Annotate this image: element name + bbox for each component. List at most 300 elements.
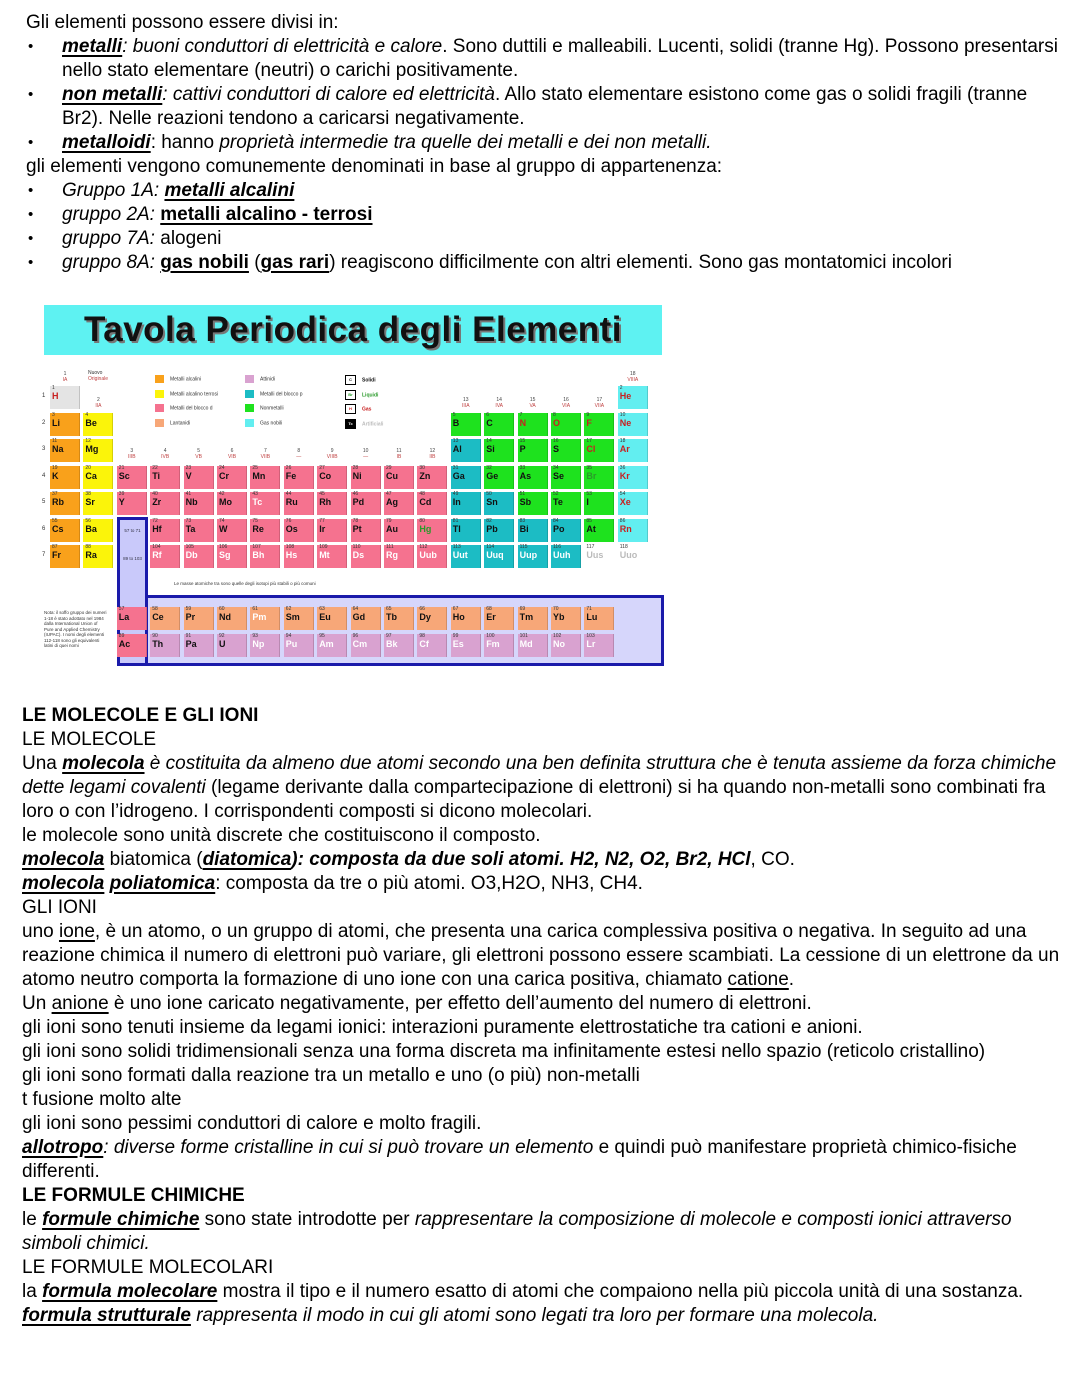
- emphasized-term: formule chimiche: [42, 1209, 200, 1230]
- legend-state-l: [345, 390, 378, 400]
- element-cell-fe: [284, 466, 314, 489]
- atomic-number: 114: [486, 544, 495, 550]
- group-number: 2: [97, 397, 100, 403]
- intro-section: [26, 11, 1066, 275]
- text-run: ione: [58, 921, 95, 942]
- text-run: , è un atomo, o un gruppo di atomi, che presenta una carica complessiva positiva o negativa. In seguito ad una reazione chimica il numero di elettroni può variare, gli elettroni possono essere scambiati. La cessione di un elettrone da un atomo neutro comporta la formazione di uno ione con una carica positiva, chiamato: [22, 921, 1060, 990]
- element-symbol: Po: [553, 523, 565, 534]
- atomic-number: 39: [118, 491, 125, 497]
- actinide-ref: 89 to 103: [123, 556, 142, 561]
- element-cell-si: [484, 439, 514, 462]
- legend-label: Metalli alcalini: [170, 376, 202, 383]
- emphasized-term: metalli: [62, 36, 123, 57]
- atomic-number: 50: [486, 491, 492, 497]
- element-cell-uub: [417, 545, 447, 568]
- group-label: [618, 371, 648, 383]
- element-symbol: No: [553, 639, 565, 649]
- atomic-number: 21: [118, 464, 125, 471]
- element-symbol: W: [219, 523, 228, 534]
- element-symbol: Fm: [486, 639, 500, 649]
- bullet-item: [26, 131, 1066, 155]
- element-symbol: Uub: [419, 550, 437, 560]
- element-cell-re: [250, 519, 280, 542]
- element-cell-c: [484, 413, 514, 436]
- element-cell-md: [518, 634, 548, 657]
- element-symbol: Nd: [219, 612, 231, 622]
- atomic-number: 40: [152, 491, 158, 497]
- text-run: le molecole sono unità discrete che costituiscono il composto.: [22, 825, 541, 846]
- legend-state-box: C: [345, 375, 356, 385]
- bullet-item: [26, 227, 1066, 251]
- text-run: (legame derivante dalla compartecipazione di elettroni) si ha quando non-metalli sono combinati fra loro o con l’idrogeno. I corrispondenti composti si dicono molecolari.: [22, 777, 1046, 822]
- element-symbol: Uuo: [619, 550, 638, 560]
- element-symbol: Pd: [352, 497, 365, 507]
- emphasized-term: molecola: [22, 849, 105, 870]
- element-cell-rf: [150, 545, 180, 568]
- atomic-number: 98: [419, 633, 425, 639]
- element-symbol: Cu: [386, 470, 398, 481]
- atomic-number: 19: [52, 464, 58, 471]
- group-roman: VIIIB: [326, 454, 338, 460]
- group-label: [184, 448, 214, 460]
- atomic-number: 75: [252, 517, 258, 524]
- atomic-number: 64: [352, 606, 359, 612]
- element-cell-pm: [250, 607, 280, 630]
- text-run: gruppo 8A:: [62, 252, 161, 273]
- element-symbol: Rh: [319, 497, 332, 507]
- atomic-number: 111: [386, 544, 394, 550]
- text-run: : diverse forme cristalline in cui si può trovare un elemento: [103, 1137, 594, 1158]
- element-cell-bh: [250, 545, 280, 568]
- element-symbol: Nb: [185, 497, 198, 507]
- paragraph: [22, 920, 1068, 992]
- text-run: , CO.: [750, 849, 795, 870]
- element-cell-ge: [484, 466, 514, 489]
- atomic-number: 11: [52, 438, 58, 444]
- text-run: catione: [727, 969, 789, 990]
- element-symbol: Os: [285, 523, 298, 534]
- text-run: Un: [22, 993, 52, 1014]
- atomic-number: 62: [285, 606, 292, 612]
- text-run: mostra il tipo e il numero esatto di atomi che compaiono nella più piccola unità di una sostanza.: [217, 1281, 1024, 1302]
- text-run: è uno ione caricato negativamente, per effetto dell’aumento del numero di elettroni.: [108, 993, 812, 1014]
- element-cell-ni: [351, 466, 381, 489]
- legend-state-label: Gas: [362, 406, 372, 413]
- legend-item-lan: [155, 419, 190, 428]
- legend-label: Metalli del blocco p: [260, 390, 303, 397]
- paragraph: [22, 1136, 1068, 1184]
- element-symbol: Pt: [352, 523, 362, 534]
- group-roman: —: [296, 454, 302, 460]
- text-run: gli ioni sono solidi tridimensionali senza una forma discreta ma infinitamente estesi nello spazio (reticolo cristallino): [22, 1041, 986, 1062]
- text-run: le: [22, 1209, 43, 1230]
- text-run: : composta da tre o più atomi. O3,H2O, NH3, CH4.: [215, 873, 643, 894]
- legend-swatch: [245, 375, 254, 383]
- element-cell-sg: [217, 545, 247, 568]
- element-symbol: Ta: [185, 523, 196, 534]
- element-cell-pd: [351, 492, 381, 515]
- atomic-number: 73: [185, 517, 192, 524]
- atomic-number: 77: [319, 517, 325, 524]
- element-cell-li: [50, 413, 80, 436]
- element-symbol: Li: [52, 417, 60, 428]
- element-cell-be: [83, 413, 113, 436]
- element-cell-pr: [184, 607, 214, 630]
- element-symbol: Sc: [118, 470, 130, 481]
- group-number: 13: [463, 397, 469, 403]
- atomic-number: 35: [586, 464, 592, 471]
- atomic-number: 101: [519, 633, 528, 639]
- element-cell-v: [184, 466, 214, 489]
- group-number: 7: [264, 448, 267, 454]
- element-cell-ti: [150, 466, 180, 489]
- element-cell-uuo: [618, 545, 648, 568]
- element-cell-db: [184, 545, 214, 568]
- atomic-number: 1: [52, 385, 55, 391]
- atomic-number: 44: [285, 491, 292, 497]
- element-cell-gd: [351, 607, 381, 630]
- atomic-number: 113: [452, 544, 461, 550]
- group-roman: IIB: [429, 454, 436, 460]
- element-symbol: Kr: [619, 470, 630, 481]
- element-cell-lu: [584, 607, 614, 630]
- element-symbol: Ge: [486, 470, 499, 481]
- header-new: Nuovo: [88, 370, 103, 376]
- atomic-number: 93: [252, 633, 258, 639]
- group-roman: IIIB: [128, 454, 136, 460]
- atomic-number: 118: [619, 544, 628, 550]
- atomic-number: 34: [553, 464, 559, 471]
- atomic-number: 20: [85, 464, 91, 471]
- element-cell-ce: [150, 607, 180, 630]
- element-cell-ag: [384, 492, 414, 515]
- element-symbol: Uup: [519, 550, 538, 560]
- emphasized-term: non metalli: [62, 84, 163, 105]
- legend-swatch: [155, 419, 164, 427]
- element-cell-ga: [451, 466, 481, 489]
- atomic-number: 42: [219, 491, 225, 497]
- group-number: 3: [130, 448, 134, 454]
- legend-item-nm: [245, 404, 284, 413]
- group-number: 17: [596, 397, 603, 403]
- element-cell-cs: [50, 519, 80, 542]
- element-cell-uup: [518, 545, 548, 568]
- bullet-item: [26, 35, 1066, 83]
- legend-label: Metalli del blocco d: [170, 405, 213, 412]
- atomic-number: 52: [553, 491, 559, 497]
- legend-state-box: Tc: [345, 419, 356, 429]
- element-cell-y: [117, 492, 147, 515]
- element-cell-al: [451, 439, 481, 462]
- element-cell-bk: [384, 634, 414, 657]
- element-symbol: Zr: [152, 497, 162, 507]
- group-number: 5: [197, 448, 200, 454]
- element-symbol: Br: [586, 470, 597, 481]
- element-cell-sc: [117, 466, 147, 489]
- text-run: t fusione molto alte: [22, 1089, 182, 1110]
- element-symbol: Ds: [352, 550, 365, 560]
- atomic-number: 103: [586, 633, 595, 639]
- atomic-number: 116: [553, 544, 561, 550]
- atomic-number: 14: [486, 438, 492, 444]
- atomic-number: 16: [553, 438, 559, 444]
- element-cell-ru: [284, 492, 314, 515]
- element-cell-s: [551, 439, 581, 462]
- text-run: la: [22, 1281, 43, 1302]
- element-cell-th: [150, 634, 180, 657]
- legend-state-label: Artificiali: [362, 420, 384, 427]
- atomic-number: 80: [419, 517, 425, 524]
- period-number: 2: [42, 419, 46, 426]
- element-symbol: Sr: [85, 497, 95, 507]
- lanthanide-ref: 57 to 71: [124, 528, 141, 533]
- element-symbol: In: [452, 497, 461, 507]
- atomic-number: 61: [252, 606, 258, 612]
- text-run: gli elementi vengono comunemente denominati in base al gruppo di appartenenza:: [26, 156, 723, 177]
- element-symbol: Fe: [285, 470, 297, 481]
- element-cell-rh: [317, 492, 347, 515]
- element-cell-eu: [317, 607, 347, 630]
- atomic-number: 6: [486, 411, 489, 418]
- element-symbol: At: [586, 523, 596, 534]
- legend-swatch: [245, 419, 254, 427]
- element-symbol: Cs: [52, 523, 64, 534]
- element-cell-uut: [451, 545, 481, 568]
- emphasized-term: LE MOLECOLE E GLI IONI: [22, 705, 259, 726]
- legend-label: Metalli alcalino terrosi: [170, 390, 219, 397]
- atomic-number: 96: [352, 633, 359, 639]
- group-roman: VIIA: [594, 403, 605, 409]
- paragraph: [22, 992, 1068, 1016]
- period-number: 6: [42, 525, 46, 532]
- element-symbol: Cl: [586, 444, 596, 454]
- text-run: GLI IONI: [22, 897, 97, 918]
- atomic-number: 46: [352, 491, 359, 497]
- period-number: 7: [42, 552, 46, 558]
- element-cell-ba: [83, 519, 113, 542]
- group-roman: IVA: [495, 403, 504, 409]
- legend-swatch: [155, 390, 164, 398]
- atomic-number: 53: [586, 491, 592, 497]
- group-roman: VIIB: [260, 454, 271, 460]
- atomic-number: 28: [352, 464, 359, 471]
- element-cell-in: [451, 492, 481, 515]
- text-run: .: [788, 969, 795, 990]
- atomic-number: 89: [118, 633, 125, 639]
- element-symbol: Re: [252, 523, 264, 534]
- text-run: è costituita da almeno due atomi secondo una ben definita struttura che è tenuta assieme da forza chimiche dette legami covalenti: [22, 753, 1057, 798]
- text-run: uno: [22, 921, 59, 942]
- atomic-number: 95: [319, 633, 325, 639]
- paragraph: [22, 1256, 1068, 1280]
- element-cell-ra: [83, 545, 113, 568]
- element-symbol: K: [52, 470, 59, 481]
- group-number: 14: [496, 397, 502, 403]
- periodic-table-figure: [44, 305, 666, 667]
- element-cell-am: [317, 634, 347, 657]
- element-symbol: Bk: [386, 639, 398, 649]
- emphasized-term: metalloidi: [62, 132, 151, 153]
- element-symbol: Lu: [586, 612, 598, 622]
- element-cell-ac: [117, 634, 147, 657]
- text-run: gruppo 2A:: [62, 204, 161, 225]
- text-run: alogeni: [160, 228, 222, 249]
- periodic-table-title: Tavola Periodica degli Elementi: [44, 305, 662, 355]
- element-symbol: Tb: [386, 612, 397, 622]
- element-cell-p: [518, 439, 548, 462]
- text-run: gli ioni sono pessimi conduttori di calore e molto fragili.: [22, 1113, 482, 1134]
- element-symbol: Yb: [553, 612, 565, 622]
- element-cell-sm: [284, 607, 314, 630]
- element-cell-hg: [417, 519, 447, 542]
- paragraph: [22, 1280, 1068, 1304]
- atomic-number: 92: [219, 633, 225, 639]
- emphasized-term: metalli alcalini: [164, 180, 295, 201]
- emphasized-term: metalli alcalino - terrosi: [160, 204, 373, 225]
- element-cell-na: [50, 439, 80, 462]
- paragraph: [22, 1064, 1068, 1088]
- emphasized-term: formula strutturale: [22, 1305, 191, 1326]
- element-symbol: F: [586, 417, 592, 428]
- element-symbol: Pu: [285, 639, 298, 649]
- atomic-number: 57: [118, 606, 125, 612]
- emphasized-term: molecola: [22, 873, 105, 894]
- element-symbol: Dy: [419, 612, 431, 622]
- element-symbol: C: [486, 417, 493, 428]
- atomic-number: 8: [553, 411, 556, 418]
- paragraph: [22, 1184, 1068, 1208]
- atomic-number: 45: [319, 491, 325, 497]
- text-run: : hanno: [150, 132, 220, 153]
- element-symbol: As: [519, 470, 532, 481]
- atomic-number: 59: [185, 606, 192, 612]
- group-label: [250, 448, 280, 460]
- group-label: [217, 448, 247, 460]
- element-symbol: Hs: [285, 550, 298, 560]
- element-symbol: Am: [319, 639, 334, 649]
- group-roman: IIIA: [462, 403, 470, 409]
- atomic-number: 32: [486, 464, 492, 471]
- element-symbol: Ni: [352, 470, 362, 481]
- atomic-number: 38: [85, 491, 91, 497]
- atomic-number: 31: [452, 464, 459, 471]
- element-cell-he: [618, 386, 648, 409]
- group-number: 11: [396, 448, 402, 454]
- legend-swatch: [245, 404, 254, 412]
- element-symbol: Ho: [452, 612, 465, 622]
- atomic-number: 60: [219, 606, 225, 612]
- element-cell-as: [518, 466, 548, 489]
- atomic-number: 85: [586, 517, 592, 524]
- element-cell-fm: [484, 634, 514, 657]
- paragraph: [22, 848, 1068, 872]
- atomic-number: 26: [285, 464, 292, 471]
- element-symbol: Lr: [586, 639, 596, 649]
- group-roman: IB: [396, 454, 402, 460]
- element-cell-co: [317, 466, 347, 489]
- element-symbol: Ra: [85, 550, 97, 560]
- group-label: [50, 371, 80, 383]
- atomic-number: 107: [252, 544, 261, 550]
- text-run: rappresentare la composizione di molecole e composti ionici attraverso simboli chimici.: [22, 1209, 1012, 1254]
- atomic-number: 69: [519, 606, 526, 612]
- element-symbol: Mn: [252, 470, 266, 481]
- text-run: : buoni conduttori di elettricità e calore: [122, 36, 443, 57]
- element-cell-mg: [83, 439, 113, 462]
- element-cell-cu: [384, 466, 414, 489]
- atomic-number: 94: [285, 633, 292, 639]
- element-symbol: Mo: [219, 497, 232, 507]
- element-cell-tb: [384, 607, 414, 630]
- atomic-number: 72: [152, 517, 158, 524]
- text-run: gruppo 7A:: [62, 228, 161, 249]
- legend-item-ae: [155, 390, 218, 399]
- paragraph: [22, 752, 1068, 824]
- group-roman: VIIIA: [627, 377, 639, 383]
- atomic-number: 25: [252, 464, 258, 471]
- element-cell-rg: [384, 545, 414, 568]
- atomic-number: 99: [452, 633, 459, 639]
- iupac-footnote: Nota: il soffo gruppo dei numeri 1-18 è stato adottato nel 1984 dalla International Union of Pure and Applied Chemistry (IUPAC). I nomi degli elementi 112-118 sono gli equivalenti latini di quei nomi: [44, 610, 107, 648]
- atomic-number: 105: [185, 544, 194, 550]
- text-run: (: [248, 252, 261, 273]
- element-cell-no: [551, 634, 581, 657]
- group-label: [518, 397, 548, 409]
- element-symbol: Fr: [52, 550, 61, 560]
- emphasized-term: gas rari: [260, 252, 330, 273]
- atomic-number: 13: [452, 438, 459, 444]
- legend-item-d: [155, 404, 213, 413]
- group-roman: IIA: [95, 403, 102, 409]
- element-cell-yb: [551, 607, 581, 630]
- atomic-number: 71: [586, 606, 592, 612]
- element-symbol: Mt: [319, 550, 330, 560]
- element-symbol: Te: [553, 497, 563, 507]
- element-cell-np: [250, 634, 280, 657]
- element-symbol: Uus: [586, 550, 604, 560]
- element-cell-la: [117, 607, 147, 630]
- bullet-item: [26, 179, 1066, 203]
- element-symbol: N: [519, 417, 527, 428]
- element-cell-er: [484, 607, 514, 630]
- element-symbol: Bi: [519, 523, 529, 534]
- atomic-number: 56: [85, 517, 91, 524]
- paragraph: [22, 704, 1068, 728]
- group-label: [284, 448, 314, 460]
- group-number: 18: [630, 371, 636, 377]
- atomic-number: 22: [152, 464, 158, 471]
- element-symbol: Gd: [352, 612, 366, 622]
- atomic-number: 43: [252, 491, 258, 497]
- element-symbol: B: [452, 417, 460, 428]
- element-symbol: Cr: [219, 470, 230, 481]
- element-symbol: Tm: [519, 612, 534, 622]
- atomic-number: 9: [586, 411, 590, 418]
- group-roman: VIA: [561, 403, 571, 409]
- element-cell-es: [451, 634, 481, 657]
- element-cell-tc: [250, 492, 280, 515]
- period-number: 5: [42, 499, 46, 505]
- element-symbol: Db: [185, 550, 198, 560]
- atomic-number: 81: [452, 517, 459, 524]
- molecules-ions-section: [22, 704, 1068, 1328]
- element-cell-ho: [451, 607, 481, 630]
- element-cell-pa: [184, 634, 214, 657]
- emphasized-term: gas nobili: [160, 252, 249, 273]
- group-number: 1: [63, 371, 67, 377]
- atomic-number: 48: [419, 491, 425, 497]
- element-symbol: P: [519, 444, 526, 454]
